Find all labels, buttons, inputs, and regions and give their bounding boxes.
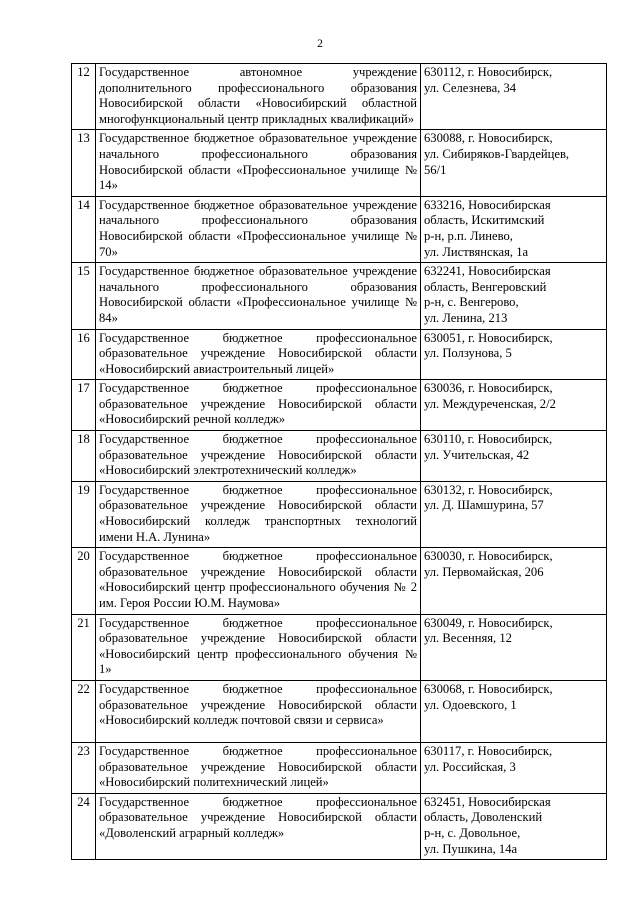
institution-name-cell — [96, 130, 421, 196]
institution-address: 630088, г. Новосибирск, ул. Сибиряков-Гвардейцев, 56/1 — [424, 131, 570, 177]
address-cell — [421, 329, 607, 380]
address-cell — [421, 680, 607, 742]
institution-name: Государственное бюджетное профессиональное образовательное учреждение Новосибирской области «Новосибирский авиастроительный лицей» — [99, 330, 417, 376]
address-cell — [421, 263, 607, 329]
table-row — [72, 793, 607, 859]
row-number-cell: 22 — [72, 680, 96, 742]
table-row — [72, 130, 607, 196]
address-cell — [421, 742, 607, 793]
row-number-cell: 19 — [72, 481, 96, 547]
table-row — [72, 742, 607, 793]
row-number-cell: 14 — [72, 196, 96, 262]
institution-name: Государственное бюджетное профессиональное образовательное учреждение Новосибирской области «Новосибирский колледж почтовой связи и сервиса» — [99, 681, 417, 728]
institution-name-cell — [96, 196, 421, 262]
row-number-cell: 13 — [72, 130, 96, 196]
address-cell — [421, 64, 607, 130]
institution-name: Государственное бюджетное образовательное учреждение начального профессионального образования Новосибирской области «Профессиональное училище № 70» — [99, 197, 417, 259]
institution-name: Государственное бюджетное профессиональное образовательное учреждение Новосибирской области «Новосибирский электротехнический колледж» — [99, 432, 417, 478]
address-cell — [421, 130, 607, 196]
institution-name-cell — [96, 742, 421, 793]
institution-name-cell — [96, 329, 421, 380]
table-row — [72, 263, 607, 329]
table-row — [72, 614, 607, 680]
row-number-cell: 15 — [72, 263, 96, 329]
address-cell — [421, 793, 607, 859]
institution-name-cell — [96, 380, 421, 431]
table-row — [72, 431, 607, 482]
institution-name-cell — [96, 793, 421, 859]
institution-name: Государственное автономное учреждение дополнительного профессионального образования Новосибирской области «Новосибирский областной многофункциональный центр прикладных квалификаций» — [99, 65, 417, 126]
row-number-cell: 17 — [72, 380, 96, 431]
institution-address: 632451, Новосибирская область, Доволенский р-н, с. Довольное, ул. Пушкина, 14а — [424, 794, 551, 856]
table-row — [72, 329, 607, 380]
institution-address: 630112, г. Новосибирск, ул. Селезнева, 34 — [424, 65, 553, 95]
row-number-cell: 18 — [72, 431, 96, 482]
institution-address: 632241, Новосибирская область, Венгеровский р-н, с. Венгерово, ул. Ленина, 213 — [424, 264, 551, 325]
address-cell — [421, 614, 607, 680]
row-number-cell: 20 — [72, 548, 96, 614]
row-number-cell: 21 — [72, 614, 96, 680]
institution-name: Государственное бюджетное профессиональное образовательное учреждение Новосибирской области «Новосибирский политехнический лицей» — [99, 743, 417, 790]
institution-name: Государственное бюджетное профессиональное образовательное учреждение Новосибирской области «Новосибирский колледж транспортных технологий имени Н.А. Лунина» — [99, 482, 417, 544]
institution-name-cell — [96, 548, 421, 614]
institution-name-cell — [96, 263, 421, 329]
row-number-cell: 23 — [72, 742, 96, 793]
institution-name: Государственное бюджетное образовательное учреждение начального профессионального образования Новосибирской области «Профессиональное училище № 84» — [99, 264, 417, 325]
institution-address: 630068, г. Новосибирск, ул. Одоевского, 1 — [424, 681, 553, 712]
row-number-cell: 16 — [72, 329, 96, 380]
institution-address: 630030, г. Новосибирск, ул. Первомайская, 206 — [424, 549, 553, 579]
institution-address: 630049, г. Новосибирск, ул. Весенняя, 12 — [424, 615, 553, 646]
table-row — [72, 481, 607, 547]
institution-address: 630110, г. Новосибирск, ул. Учительская, 42 — [424, 432, 553, 462]
row-number-cell: 24 — [72, 793, 96, 859]
institution-name-cell — [96, 431, 421, 482]
institution-name: Государственное бюджетное профессиональное образовательное учреждение Новосибирской области «Доволенский аграрный колледж» — [99, 794, 417, 840]
address-cell — [421, 481, 607, 547]
address-cell — [421, 548, 607, 614]
institution-name: Государственное бюджетное профессиональное образовательное учреждение Новосибирской области «Новосибирский центр профессионального обучения № 1» — [99, 615, 417, 677]
address-cell — [421, 380, 607, 431]
institution-name-cell — [96, 481, 421, 547]
institution-address: 630117, г. Новосибирск, ул. Российская, 3 — [424, 743, 553, 774]
table-row — [72, 196, 607, 262]
address-cell — [421, 431, 607, 482]
institution-name: Государственное бюджетное образовательное учреждение начального профессионального образования Новосибирской области «Профессиональное училище № 14» — [99, 131, 417, 193]
institution-address: 633216, Новосибирская область, Искитимский р-н, р.п. Линево, ул. Листвянская, 1а — [424, 197, 551, 259]
institution-name-cell — [96, 680, 421, 742]
table-row — [72, 680, 607, 742]
institution-address: 630036, г. Новосибирск, ул. Междуреченская, 2/2 — [424, 381, 556, 411]
institution-address: 630132, г. Новосибирск, ул. Д. Шамшурина, 57 — [424, 482, 553, 513]
institution-name-cell — [96, 614, 421, 680]
page-number: 2 — [317, 38, 323, 50]
institutions-table — [71, 63, 607, 860]
institution-address: 630051, г. Новосибирск, ул. Ползунова, 5 — [424, 330, 553, 361]
institution-name: Государственное бюджетное профессиональное образовательное учреждение Новосибирской области «Новосибирский центр профессионального обучения № 2 им. Героя России Ю.М. Наумова» — [99, 549, 417, 610]
table-row — [72, 380, 607, 431]
address-cell — [421, 196, 607, 262]
table-row — [72, 548, 607, 614]
institutions-table-body — [72, 64, 607, 860]
row-number-cell: 12 — [72, 64, 96, 130]
table-row — [72, 64, 607, 130]
institution-name: Государственное бюджетное профессиональное образовательное учреждение Новосибирской области «Новосибирский речной колледж» — [99, 381, 417, 427]
institution-name-cell — [96, 64, 421, 130]
